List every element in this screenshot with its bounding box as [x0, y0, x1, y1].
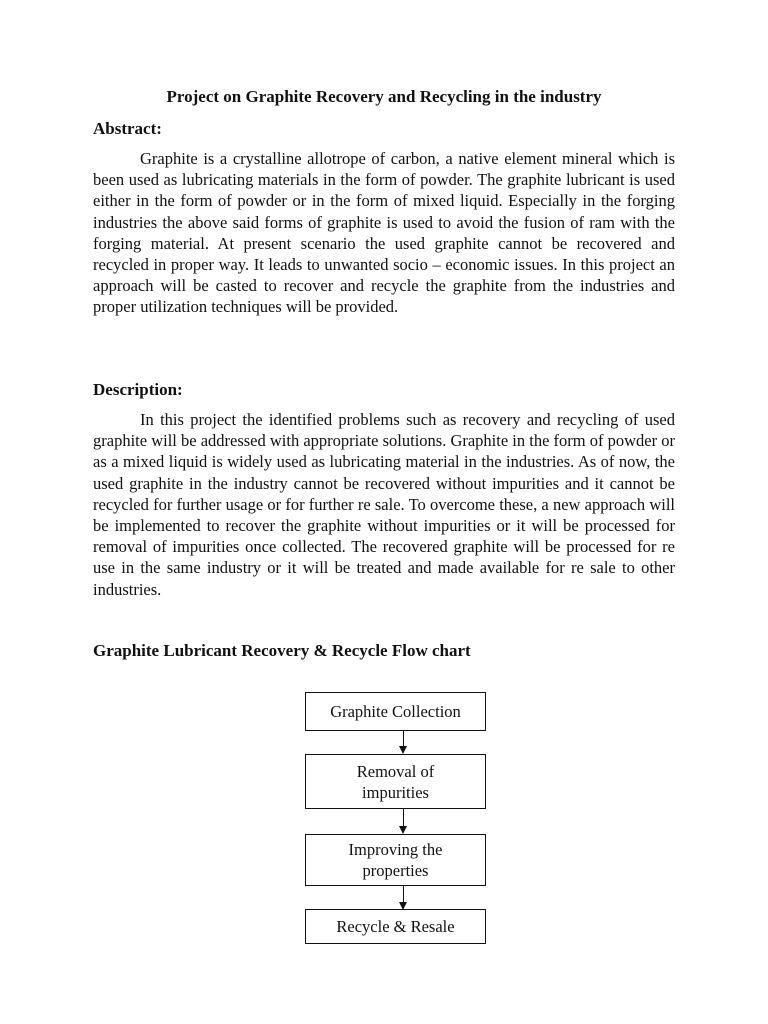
abstract-paragraph: Graphite is a crystalline allotrope of carbon, a native element mineral which is been used as lubricating materials in the form of powder. The graphite lubricant is used either in the form of powder or in the form of mixed liquid. Especially in the forging industries the above said forms of graphite is used to avoid the fusion of ram with the forging material. At present scenario the used graphite cannot be recovered and recycled in proper way. It leads to unwanted socio – economic issues. In this project an approach will be casted to recover and recycle the graphite from the industries and proper utilization techniques will be provided. [93, 149, 675, 317]
flow-arrow-head-1 [399, 746, 407, 754]
document-title: Project on Graphite Recovery and Recycling in the industry [166, 87, 602, 106]
flowchart-heading: Graphite Lubricant Recovery & Recycle Flow chart [93, 641, 471, 660]
flow-arrow-line-1 [403, 731, 404, 746]
flow-step-graphite-collection: Graphite Collection [305, 692, 486, 731]
flow-arrow-line-2 [403, 809, 404, 826]
abstract-heading: Abstract: [93, 119, 162, 138]
description-paragraph: In this project the identified problems such as recovery and recycling of used graphite will be addressed with appropriate solutions. Graphite in the form of powder or as a mixed liquid is widely used as lubricating material in the industries. As of now, the used graphite in the industry cannot be recovered without impurities and it cannot be recycled for further usage or for further re sale. To overcome these, a new approach will be implemented to recover the graphite without impurities or it will be processed for removal of impurities once collected. The recovered graphite will be processed for re use in the same industry or it will be treated and made available for re sale to other industries. [93, 410, 675, 599]
flow-step-removal-of-impurities: Removal of impurities [305, 754, 486, 809]
flow-arrow-line-3 [403, 886, 404, 902]
flow-arrow-head-2 [399, 826, 407, 834]
description-heading: Description: [93, 380, 183, 399]
flow-step-improving-the-properties: Improving the properties [305, 834, 486, 886]
flow-step-recycle-resale: Recycle & Resale [305, 909, 486, 944]
